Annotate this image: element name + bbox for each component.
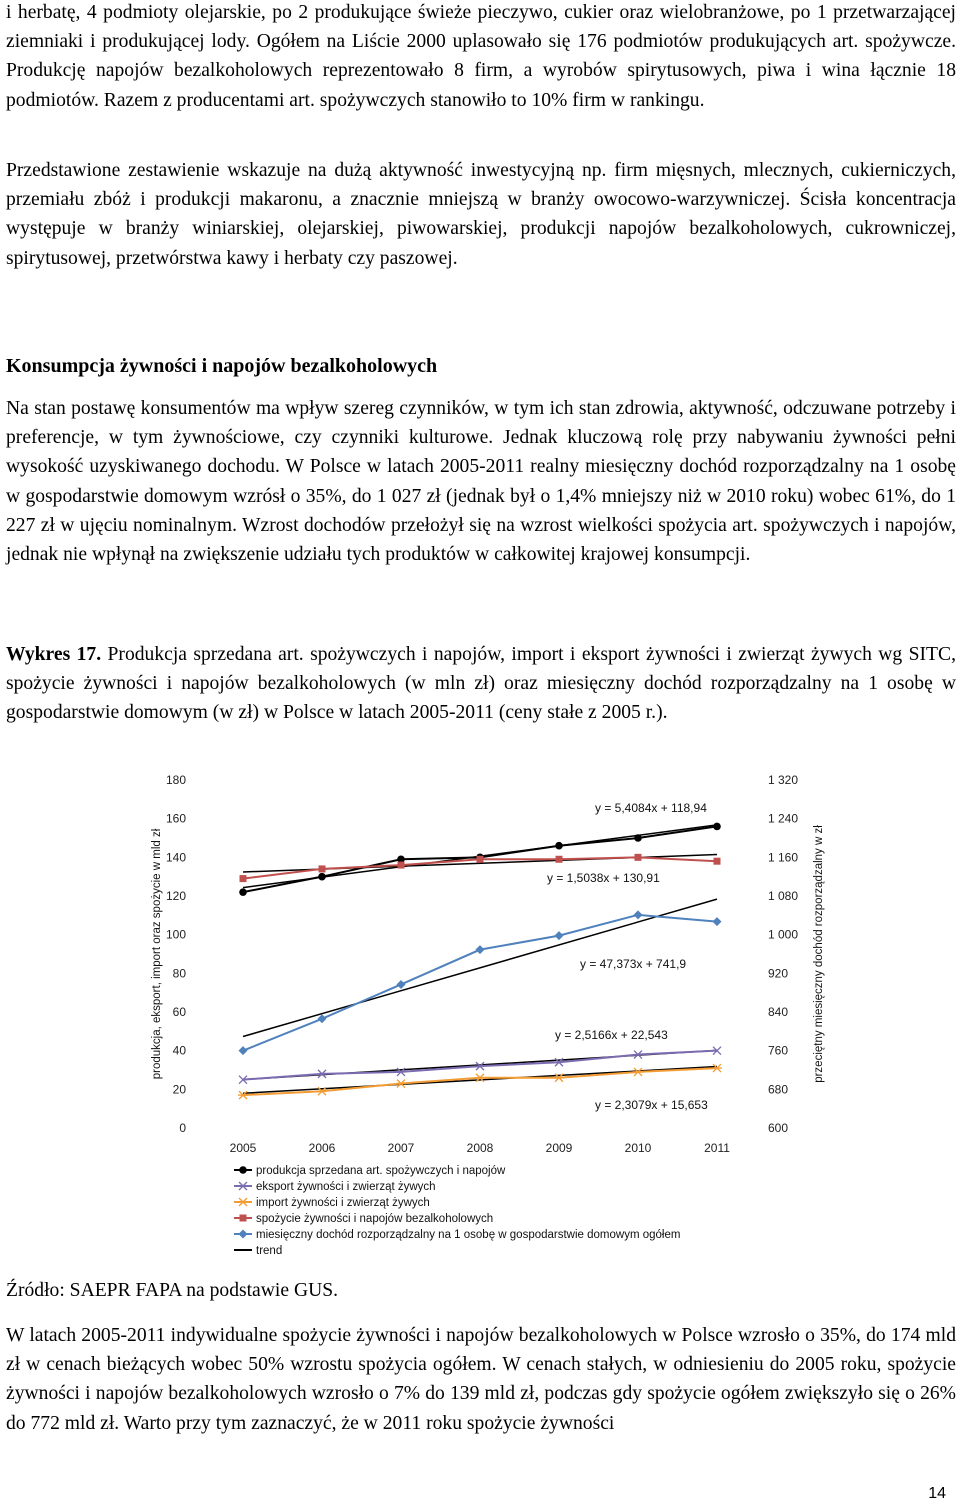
data-point	[319, 865, 326, 872]
y-right-tick-label: 840	[768, 1005, 789, 1019]
x-tick-label: 2008	[466, 1141, 494, 1155]
legend-entry: miesięczny dochód rozporządzalny na 1 osobę w gospodarstwie domowym ogółem	[256, 1229, 681, 1241]
y-right-tick-label: 600	[768, 1121, 789, 1135]
y-left-tick-label: 40	[172, 1043, 186, 1058]
series-line	[243, 1068, 717, 1095]
y-left-axis-title: produkcja, eksport, import oraz spożycie w mld zł	[151, 828, 163, 1080]
data-point	[713, 823, 721, 831]
data-point	[477, 856, 484, 863]
data-point	[634, 910, 643, 919]
legend-entry: trend	[256, 1245, 283, 1257]
trendline-equation: y = 1,5038x + 130,91	[547, 871, 660, 885]
legend-entry: spożycie żywności i napojów bezalkoholowych	[256, 1213, 494, 1225]
data-point	[713, 917, 722, 926]
data-point	[476, 945, 485, 954]
y-left-tick-label: 120	[165, 889, 186, 903]
data-point	[714, 858, 721, 865]
section-heading: Konsumpcja żywności i napojów bezalkoholowych	[6, 355, 438, 377]
series-line	[243, 1051, 717, 1080]
legend-entry: produkcja sprzedana art. spożywczych i napojów	[256, 1165, 506, 1177]
y-right-tick-label: 920	[768, 966, 789, 981]
source-note: Źródło: SAEPR FAPA na podstawie GUS.	[6, 1280, 339, 1301]
trendline-equation: y = 2,3079x + 15,653	[595, 1098, 708, 1112]
y-right-axis-title: przeciętny miesięczny dochód rozporządzalny w zł	[813, 825, 825, 1083]
data-point	[635, 854, 642, 861]
y-right-tick-label: 760	[768, 1043, 789, 1058]
data-point	[239, 888, 247, 896]
data-point	[240, 1215, 247, 1222]
data-point	[555, 931, 564, 940]
y-left-tick-label: 0	[179, 1121, 186, 1135]
data-point	[240, 875, 247, 882]
y-left-tick-label: 140	[165, 850, 186, 865]
y-left-tick-label: 80	[172, 966, 186, 981]
data-point	[318, 1014, 327, 1023]
y-left-tick-label: 20	[172, 1082, 186, 1097]
paragraph-intro: i herbatę, 4 podmioty olejarskie, po 2 produkujące świeże pieczywo, cukier oraz wielobranżowe, po 1 przetwarzającej ziemniaki i produkującej lody. Ogółem na Liście 2000 uplasowało się 176 podmiotów produkujących art. spożywcze. Produkcję napojów bezalkoholowych reprezentowało 8 firm, a wyrobów spirytusowych, piwa i wina łącznie 18 podmiotów. Razem z producentami art. spożywczych stanowiło to 10% firm w rankingu.	[6, 2, 956, 111]
trendline	[243, 1067, 717, 1094]
legend-entry: eksport żywności i zwierząt żywych	[256, 1181, 436, 1193]
x-tick-label: 2011	[704, 1141, 730, 1155]
data-point	[555, 842, 563, 850]
data-point	[239, 1230, 248, 1239]
y-right-tick-label: 1 000	[768, 927, 799, 942]
y-left-tick-label: 160	[165, 811, 186, 826]
data-point	[318, 873, 326, 881]
figure-caption-text: Produkcja sprzedana art. spożywczych i napojów, import i eksport żywności i zwierząt żywych wg SITC, spożycie żywności i napojów bezalkoholowych (w mln zł) oraz miesięczny dochód rozporządzalny na 1 osobę w gospodarstwie domowym (w zł) w Polsce w latach 2005-2011 (ceny stałe z 2005 r.).	[6, 644, 956, 724]
x-tick-label: 2007	[387, 1141, 415, 1155]
paragraph-investment: Przedstawione zestawienie wskazuje na dużą aktywność inwestycyjną np. firm mięsnych, mlecznych, cukierniczych, przemiału zbóż i produkcji makaronu, a znacznie mniejszą w branży owocowo-warzywniczej. Ścisła koncentracja występuje w branży winiarskiej, olejarskiej, piwowarskiej, produkcji napojów bezalkoholowych, cukrowniczej, spirytusowej, przetwórstwa kawy i herbaty czy paszowej.	[6, 160, 956, 269]
trendline-equation: y = 5,4084x + 118,94	[595, 801, 707, 815]
legend-entry: import żywności i zwierząt żywych	[256, 1197, 430, 1209]
y-left-tick-label: 180	[165, 773, 186, 787]
figure-caption	[6, 640, 956, 728]
data-point	[398, 862, 405, 869]
figure-label: Wykres 17.	[6, 644, 102, 665]
y-left-tick-label: 100	[165, 927, 186, 942]
x-tick-label: 2006	[308, 1141, 336, 1155]
y-right-tick-label: 1 160	[768, 850, 799, 865]
y-right-tick-label: 680	[768, 1082, 789, 1097]
data-point	[556, 856, 563, 863]
data-point	[397, 980, 406, 989]
x-tick-label: 2005	[229, 1141, 257, 1155]
y-right-tick-label: 1 240	[768, 811, 799, 826]
page-number: 14	[928, 1485, 946, 1502]
trendline-equation: y = 47,373x + 741,9	[580, 957, 687, 971]
chart-container	[140, 766, 840, 1276]
trendline-equation: y = 2,5166x + 22,543	[555, 1028, 668, 1042]
y-right-tick-label: 1 080	[768, 889, 799, 903]
line-chart	[140, 766, 840, 1276]
x-tick-label: 2009	[545, 1141, 573, 1155]
x-tick-label: 2010	[624, 1141, 652, 1155]
y-right-tick-label: 1 320	[768, 773, 799, 787]
paragraph-consumption: Na stan postawę konsumentów ma wpływ szereg czynników, w tym ich stan zdrowia, aktywność, odczuwane potrzeby i preferencje, w tym żywnościowe, czy czynniki kulturowe. Jednak kluczową rolę przy nabywaniu żywności pełni wysokość uzyskiwanego dochodu. W Polsce w latach 2005-2011 realny miesięczny dochód rozporządzalny na 1 osobę w gospodarstwie domowym wzrósł o 35%, do 1 027 zł (jednak był o 1,4% mniejszy niż w 2010 roku) wobec 61%, do 1 227 zł w ujęciu nominalnym. Wzrost dochodów przełożył się na wzrost wielkości spożycia art. spożywczych i napojów, jednak nie wpłynął na zwiększenie udziału tych produktów w całkowitej krajowej konsumpcji.	[6, 398, 956, 566]
y-left-tick-label: 60	[172, 1005, 186, 1019]
data-point	[239, 1166, 247, 1174]
paragraph-bottom: W latach 2005-2011 indywidualne spożycie żywności i napojów bezalkoholowych w Polsce wzrosło o 35%, do 174 mld zł w cenach bieżących wobec 50% wzrostu spożycia ogółem. W cenach stałych, w odniesieniu do 2005 roku, spożycie żywności i napojów bezalkoholowych wzrosło o 7% do 139 mld zł, podczas gdy spożycie ogółem zwiększyło się o 26% do 772 mld zł. Warto przy tym zaznaczyć, że w 2011 roku spożycie żywności	[6, 1325, 956, 1434]
data-point	[634, 834, 642, 842]
data-point	[239, 1046, 248, 1055]
